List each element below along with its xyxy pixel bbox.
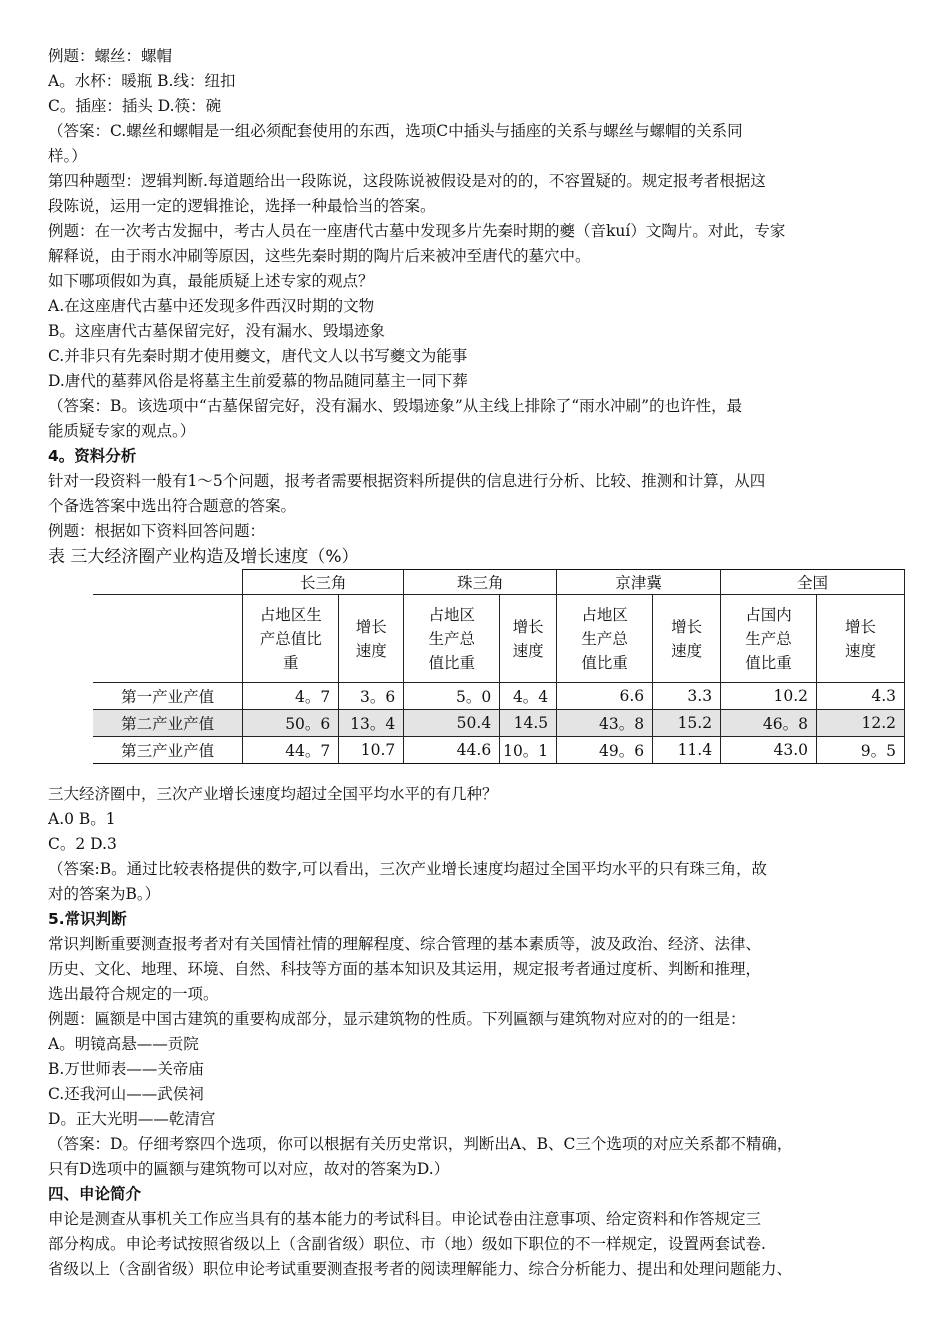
text-line: 选出最符合规定的一项。 xyxy=(48,985,219,1003)
table-sub-header-line: 速度 xyxy=(671,641,703,660)
text-line: C。2 D.3 xyxy=(48,835,117,853)
text-block-analogy-logic xyxy=(48,44,910,444)
text-line: 省级以上（含副省级）职位申论考试重要测查报考者的阅读理解能力、综合分析能力、提出和处理问题能力、 xyxy=(48,1260,793,1278)
table-row xyxy=(93,683,905,710)
text-block-common-sense xyxy=(48,932,910,1182)
table-cell: 44.6 xyxy=(404,737,500,764)
table-corner xyxy=(93,570,243,595)
text-line: 例题：根据如下资料回答问题： xyxy=(48,522,266,540)
text-line: C.并非只有先秦时期才使用夔文，唐代文人以书写夔文为能事 xyxy=(48,347,468,365)
text-block-question xyxy=(48,782,910,907)
table-cell: 49。6 xyxy=(557,737,653,764)
text-line: 常识判断重要测查报考者对有关国情社情的理解程度、综合管理的基本素质等，波及政治、经济、法律、 xyxy=(48,935,762,953)
table-sub-header xyxy=(404,595,500,683)
table-sub-header xyxy=(721,595,817,683)
table-cell: 4。7 xyxy=(243,683,339,710)
table-sub-header-line: 值比重 xyxy=(581,653,628,672)
table-sub-header-line: 占地区 xyxy=(428,605,475,624)
table-cell: 43。8 xyxy=(557,710,653,737)
table-title: 表 三大经济圈产业构造及增长速度（%） xyxy=(48,547,359,567)
table-sub-header xyxy=(817,595,905,683)
table-sub-header-line: 占地区生 xyxy=(259,605,322,624)
heading-common-sense: 5.常识判断 xyxy=(48,910,127,928)
table-corner-lower xyxy=(93,595,243,683)
table-region-header: 珠三角 xyxy=(404,570,557,595)
table-cell: 12.2 xyxy=(817,710,905,737)
text-line: 对的答案为B。） xyxy=(48,885,161,903)
table-cell: 10.7 xyxy=(339,737,404,764)
table-sub-header-line: 值比重 xyxy=(745,653,792,672)
text-line: 个备选答案中选出符合题意的答案。 xyxy=(48,497,297,515)
text-line: 例题：在一次考古发掘中，考古人员在一座唐代古墓中发现多片先秦时期的夔（音kuí）文陶片。对此，专家 xyxy=(48,222,786,240)
table-row-label: 第一产业产值 xyxy=(93,683,243,710)
text-line: A。水杯：暖瓶 B.线：纽扣 xyxy=(48,72,236,90)
text-line: （答案：C.螺丝和螺帽是一组必须配套使用的东西，选项C中插头与插座的关系与螺丝与螺帽的关系同 xyxy=(48,122,743,140)
text-line: 例题：螺丝：螺帽 xyxy=(48,47,173,65)
table-row-label: 第三产业产值 xyxy=(93,737,243,764)
text-line: 部分构成。申论考试按照省级以上（含副省级）职位、市（地）级如下职位的不一样规定，设置两套试卷. xyxy=(48,1235,766,1253)
table-sub-header xyxy=(243,595,339,683)
text-line: B。这座唐代古墓保留完好，没有漏水、毁塌迹象 xyxy=(48,322,385,340)
text-line: 如下哪项假如为真，最能质疑上述专家的观点？ xyxy=(48,272,374,290)
table-cell: 5。0 xyxy=(404,683,500,710)
table-cell: 43.0 xyxy=(721,737,817,764)
table-cell: 14.5 xyxy=(500,710,557,737)
text-line: （答案：B。该选项中“古墓保留完好，没有漏水、毁塌迹象”从主线上排除了“雨水冲刷”的也许性，最 xyxy=(48,397,743,415)
table-cell: 3。6 xyxy=(339,683,404,710)
text-line: （答案：D。仔细考察四个选项，你可以根据有关历史常识，判断出A、B、C三个选项的对应关系都不精确， xyxy=(48,1135,793,1153)
table-sub-header-line: 值比重 xyxy=(428,653,475,672)
text-line: A.0 B。1 xyxy=(48,810,116,828)
table-region-header: 京津冀 xyxy=(557,570,721,595)
table-row xyxy=(93,710,905,737)
table-sub-header-line: 重 xyxy=(283,653,299,672)
table-cell: 11.4 xyxy=(653,737,721,764)
table-cell: 4.3 xyxy=(817,683,905,710)
text-line: 解释说，由于雨水冲刷等原因，这些先秦时期的陶片后来被冲至唐代的墓穴中。 xyxy=(48,247,591,265)
text-line: 针对一段资料一般有1～5个问题，报考者需要根据资料所提供的信息进行分析、比较、推测和计算，从四 xyxy=(48,472,766,490)
table-sub-header-line: 增长 xyxy=(355,617,387,636)
text-line: 样。） xyxy=(48,147,87,165)
table-sub-header-line: 速度 xyxy=(845,641,877,660)
text-line: D.唐代的墓葬风俗是将墓主生前爱慕的物品随同墓主一同下葬 xyxy=(48,372,468,390)
text-line: 三大经济圈中，三次产业增长速度均超过全国平均水平的有几种？ xyxy=(48,785,498,803)
table-cell: 44。7 xyxy=(243,737,339,764)
table-sub-header xyxy=(500,595,557,683)
text-line: 例题：匾额是中国古建筑的重要构成部分，显示建筑物的性质。下列匾额与建筑物对应对的的一组是： xyxy=(48,1010,746,1028)
table-sub-header-line: 生产总 xyxy=(745,629,792,648)
table-cell: 46。8 xyxy=(721,710,817,737)
table-sub-header-line: 生产总 xyxy=(581,629,628,648)
text-line: 段陈说，运用一定的逻辑推论，选择一种最恰当的答案。 xyxy=(48,197,436,215)
heading-shenlun: 四、申论简介 xyxy=(48,1185,142,1203)
table-sub-header-line: 占国内 xyxy=(745,605,792,624)
document-page xyxy=(48,44,910,1282)
heading-data-analysis: 4。资料分析 xyxy=(48,447,137,465)
table-cell: 50.4 xyxy=(404,710,500,737)
table-row xyxy=(93,737,905,764)
text-line: 能质疑专家的观点。） xyxy=(48,422,196,440)
table-cell: 4。4 xyxy=(500,683,557,710)
table-sub-header-line: 增长 xyxy=(845,617,877,636)
table-cell: 50。6 xyxy=(243,710,339,737)
table-cell: 9。5 xyxy=(817,737,905,764)
table-sub-header-line: 生产总 xyxy=(428,629,475,648)
text-line: C.还我河山——武侯祠 xyxy=(48,1085,204,1103)
text-line: A.在这座唐代古墓中还发现多件西汉时期的文物 xyxy=(48,297,375,315)
table-cell: 10。1 xyxy=(500,737,557,764)
economic-zone-table xyxy=(93,569,905,764)
table-sub-header-line: 增长 xyxy=(671,617,703,636)
table-row-label: 第二产业产值 xyxy=(93,710,243,737)
text-line: D。正大光明——乾清宫 xyxy=(48,1110,216,1128)
text-line: 第四种题型：逻辑判断.每道题给出一段陈说，这段陈说被假设是对的的，不容置疑的。规定报考者根据这 xyxy=(48,172,766,190)
text-block-data-analysis-intro xyxy=(48,469,910,544)
table-sub-header xyxy=(557,595,653,683)
table-sub-header-line: 速度 xyxy=(512,641,544,660)
text-line: 申论是测查从事机关工作应当具有的基本能力的考试科目。申论试卷由注意事项、给定资料和作答规定三 xyxy=(48,1210,762,1228)
table-region-header: 全国 xyxy=(721,570,905,595)
text-line: 历史、文化、地理、环境、自然、科技等方面的基本知识及其运用，规定报考者通过度析、判断和推理， xyxy=(48,960,762,978)
text-line: B.万世师表——关帝庙 xyxy=(48,1060,204,1078)
table-sub-header xyxy=(339,595,404,683)
table-cell: 15.2 xyxy=(653,710,721,737)
text-line: 只有D选项中的匾额与建筑物可以对应，故对的答案为D.） xyxy=(48,1160,450,1178)
table-sub-header-line: 占地区 xyxy=(581,605,628,624)
table-sub-header-line: 产总值比 xyxy=(259,629,322,648)
table-cell: 10.2 xyxy=(721,683,817,710)
table-sub-header-line: 增长 xyxy=(512,617,544,636)
table-region-header: 长三角 xyxy=(243,570,404,595)
text-block-shenlun xyxy=(48,1207,910,1282)
text-line: A。明镜高悬——贡院 xyxy=(48,1035,199,1053)
table-cell: 3.3 xyxy=(653,683,721,710)
table-cell: 13。4 xyxy=(339,710,404,737)
table-sub-header xyxy=(653,595,721,683)
text-line: C。插座：插头 D.筷：碗 xyxy=(48,97,222,115)
table-sub-header-line: 速度 xyxy=(355,641,387,660)
table-cell: 6.6 xyxy=(557,683,653,710)
text-line: （答案:B。通过比较表格提供的数字,可以看出，三次产业增长速度均超过全国平均水平的只有珠三角，故 xyxy=(48,860,768,878)
